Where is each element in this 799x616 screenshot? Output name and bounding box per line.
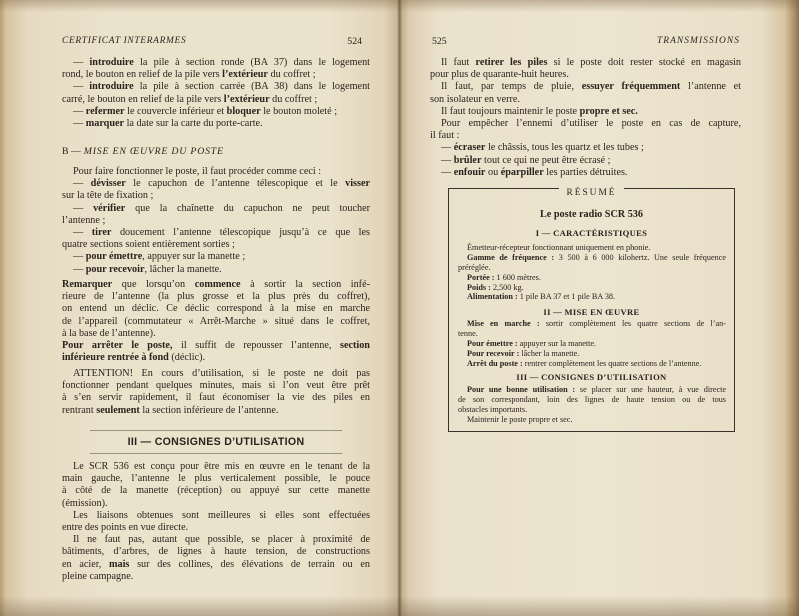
text-line: Il ne faut pas, autant que possible, se placer à proximité de [73,534,370,546]
paragraph [62,81,370,105]
summary-usage [458,385,726,425]
paragraph [458,243,726,253]
attention-note [62,368,370,417]
text-line: Maintenir le poste propre et sec. [467,414,573,424]
section-prefix: B — [62,146,81,157]
text-line: Il faut retirer les piles si le poste doit rester stocké en magasin [441,57,741,68]
bold-term: essuyer fréquemment [581,81,681,93]
bold-term: refermer [85,105,125,117]
bold-term: Pour émettre : [467,338,518,348]
text-line: en acier, mais sur des collines, des élévations de terrain ou en [62,558,370,570]
text-line: l’antenne ; [62,214,106,226]
paragraph [62,264,370,276]
text-line: — brûler tout ce qui ne peut être écrasé ; [441,154,611,166]
text-line: — vérifier que la chaînette du capuchon ne peut toucher [73,202,370,214]
text-line: — introduire la pile à section ronde (BA 37) dans le logement [73,57,371,68]
text-line: Il faut, par temps de pluie, essuyer fréquemment l’antenne et [441,81,741,93]
paragraph [62,118,370,130]
text-line: — dévisser le capuchon de l’antenne télescopique et le visser [73,178,371,190]
summary-section-heading: I — CARACTÉRISTIQUES [535,228,648,238]
bold-term: tirer [91,226,112,238]
bold-term: l’extérieur [223,93,270,105]
bold-term: mais [108,558,130,570]
bold-term: visser [345,178,371,190]
bold-term: Pour recevoir : [467,348,520,358]
summary-title: Le poste radio SCR 536 [539,209,643,220]
text-line: Émetteur-récepteur fonctionnant uniquement en phonie. [467,243,651,252]
bold-term: enfouir [453,166,486,178]
book-spine-shadow [397,0,402,616]
bold-term: Gamme de fréquence : [467,252,555,262]
text-line: Alimentation : 1 pile BA 37 et 1 pile BA 38. [467,292,616,302]
text-line: à côté de la manette (réception) ou appuyé sur cette manette [62,485,370,497]
paragraph [62,106,370,118]
text-line: — refermer le couvercle inférieur et bloquer le bouton moleté ; [73,105,338,117]
paragraph [458,385,726,415]
text-line: rentrant seulement la section inférieure de l’antenne. [62,404,279,416]
paragraph [430,106,741,118]
text-line: Pour recevoir : lâcher la manette. [467,348,580,358]
text-line: Remarquer que lorsqu’on commence à sortir la section infé- [62,279,370,290]
bold-term: Poids : [467,282,491,292]
text-line: — enfouir ou éparpiller les parties détruites. [441,166,628,178]
text-line: on entend un déclic. Ce déclic correspond à la mise en marche [62,303,370,315]
usage-instructions [62,461,370,583]
bold-term: seulement [96,404,140,416]
bold-term: marquer [85,117,125,129]
text-line: rond, le bouton en relief de la pile vers l’extérieur du coffret ; [62,69,316,81]
summary-label-wrap [449,182,734,198]
section-heading-iii: III — CONSIGNES D’UTILISATION [90,430,342,454]
text-line: Il faut toujours maintenir le poste propre et sec. [441,105,638,117]
bold-term: pour émettre [85,251,143,263]
text-line: — tirer doucement l’antenne télescopique jusqu’à ce que les [73,226,370,238]
text-line: son isolateur en verre. [430,93,520,105]
text-line: sur la tête de fixation ; [62,190,154,202]
summary-section-heading: II — MISE EN ŒUVRE [543,307,640,317]
paragraph [62,534,370,583]
bold-term: Pour une bonne utilisation : [467,385,576,394]
paragraph [430,81,741,105]
text-line: — introduire la pile à section carrée (BA 38) dans le logement [73,81,370,93]
storage-and-capture-instructions [430,57,741,179]
summary-characteristics [458,243,726,302]
page-number: 524 [347,35,362,47]
paragraph [458,292,726,302]
text-line: obstacles importants. [458,404,528,414]
text-line: Arrêt du poste : rentrer complètement les quatre sections de l’antenne. [467,358,702,368]
operating-steps [62,166,370,276]
text-line: — pour recevoir, lâcher la manette. [73,263,222,275]
paragraph [458,349,726,359]
paragraph [458,319,726,339]
paragraph [430,167,741,179]
bold-term: Remarquer [62,279,113,290]
bold-term: pour recevoir [85,263,145,275]
bold-term: commence [194,279,241,290]
paragraph [430,118,741,142]
text-line: ATTENTION! En cours d’utilisation, si le poste ne doit pas [73,368,370,379]
bold-term: bloquer [226,105,261,117]
text-line: — marquer la date sur la carte du porte-carte. [73,117,263,129]
bold-term: dévisser [90,178,126,190]
paragraph [62,510,370,534]
text-line: à s’en servir rapidement, il faut économiser la vie des piles en [62,392,370,404]
text-line: Mise en marche : sortir complètement les quatre sections de l’an- [467,319,726,328]
paragraph [62,178,370,202]
text-line: fonctionner pendant quelques minutes, mais si l’on veut être prêt [62,380,370,392]
paragraph [458,339,726,349]
text-line: de son correspondant, loin des lignes de haute tension ou de tous [458,394,726,404]
paragraph [62,166,370,178]
text-line: (émission). [62,497,108,509]
right-running-header [432,35,740,47]
text-line: Pour empêcher l’ennemi d’utiliser le poste en cas de capture, [441,117,741,129]
bold-term: vérifier [93,202,126,214]
summary-label: RÉSUMÉ [559,188,623,198]
running-title: TRANSMISSIONS [656,36,740,46]
paragraph [62,461,370,510]
summary-section-heading: III — CONSIGNES D’UTILISATION [516,372,667,382]
paragraph [458,359,726,369]
text-line: Pour faire fonctionner le poste, il faut procéder comme ceci : [73,166,322,177]
summary-operation [458,319,726,368]
running-title: CERTIFICAT INTERARMES [62,36,187,46]
text-line: bâtiments, d’arbres, de lignes à haute tension, de constructions [62,546,370,558]
text-line: main gauche, l’antenne le plus verticalement possible, le pouce [62,473,370,485]
paragraph [62,251,370,263]
text-line: entre des points en vue directe. [62,521,189,533]
bold-term: retirer les piles [475,57,548,68]
text-line: carré, le bouton en relief de la pile vers l’extérieur du coffret ; [62,93,318,105]
paragraph [430,155,741,167]
text-line: préréglée. [458,262,491,272]
bold-term: Portée : [467,272,495,282]
bold-term: Arrêt du poste : [467,358,523,368]
paragraph [458,253,726,273]
bold-term: écraser [453,142,486,154]
text-line: il faut : [430,130,460,142]
section-heading-b [62,146,224,158]
bold-term: éparpiller [500,166,544,178]
text-line: Les liaisons obtenues sont meilleures si elles sont effectuées [73,509,370,521]
paragraph [458,273,726,283]
paragraph [62,340,370,364]
text-line: Le SCR 536 est conçu pour être mis en œuvre en le tenant de la [73,461,370,472]
battery-installation-steps [62,57,370,130]
text-line: quatre sections soient entièrement sorties ; [62,239,235,251]
text-line: de l’appareil (commutateur « Arrêt-Marche » situé dans le coffret, [62,315,370,327]
text-line: Pour arrêter le poste, il suffit de repousser l’antenne, section [62,339,370,351]
summary-box [448,188,735,432]
text-line: tenne. [458,328,478,338]
paragraph [62,57,370,81]
bold-term: introduire [89,81,134,93]
bold-term: propre et sec. [579,105,638,117]
text-line: rieure de l’antenne (la plus grosse et la plus près du coffret), [62,291,370,303]
page-number: 525 [432,35,447,47]
section-title: MISE EN ŒUVRE DU POSTE [83,146,224,157]
paragraph [430,142,741,154]
bold-term: Pour arrêter le poste, [62,339,173,351]
paragraph [62,203,370,227]
bold-term: Alimentation : [467,292,518,302]
paragraph [62,279,370,340]
text-line: Portée : 1 600 mètres. [467,272,541,282]
text-line: pleine campagne. [62,570,134,582]
paragraph [458,415,726,425]
text-line: — écraser le châssis, tous les quartz et les tubes ; [441,142,644,154]
remark-paragraphs [62,279,370,364]
paragraph [62,368,370,417]
text-line: Poids : 2,500 kg. [467,282,524,292]
text-line: à la base de l’antenne). [62,327,156,339]
bold-term: inférieure rentrée à fond [62,352,169,364]
text-line: Pour émettre : appuyer sur la manette. [467,338,597,348]
bold-term: section [339,339,370,351]
paragraph [430,57,741,81]
text-line: Gamme de fréquence : 3 500 à 6 000 kilohertz. Une seule fréquence [467,252,726,262]
text-line: inférieure rentrée à fond (déclic). [62,352,206,364]
right-page [400,0,799,616]
paragraph [62,227,370,251]
text-line: pour plus de quarante-huit heures. [430,69,569,81]
text-line: Pour une bonne utilisation : se placer sur une hauteur, à vue directe [467,385,726,394]
bold-term: l’extérieur [222,69,268,81]
left-running-header [62,35,362,47]
bold-term: Mise en marche : [467,319,540,328]
bold-term: introduire [89,57,134,68]
paragraph [458,283,726,293]
bold-term: brûler [453,154,482,166]
text-line: — pour émettre, appuyer sur la manette ; [73,251,246,263]
